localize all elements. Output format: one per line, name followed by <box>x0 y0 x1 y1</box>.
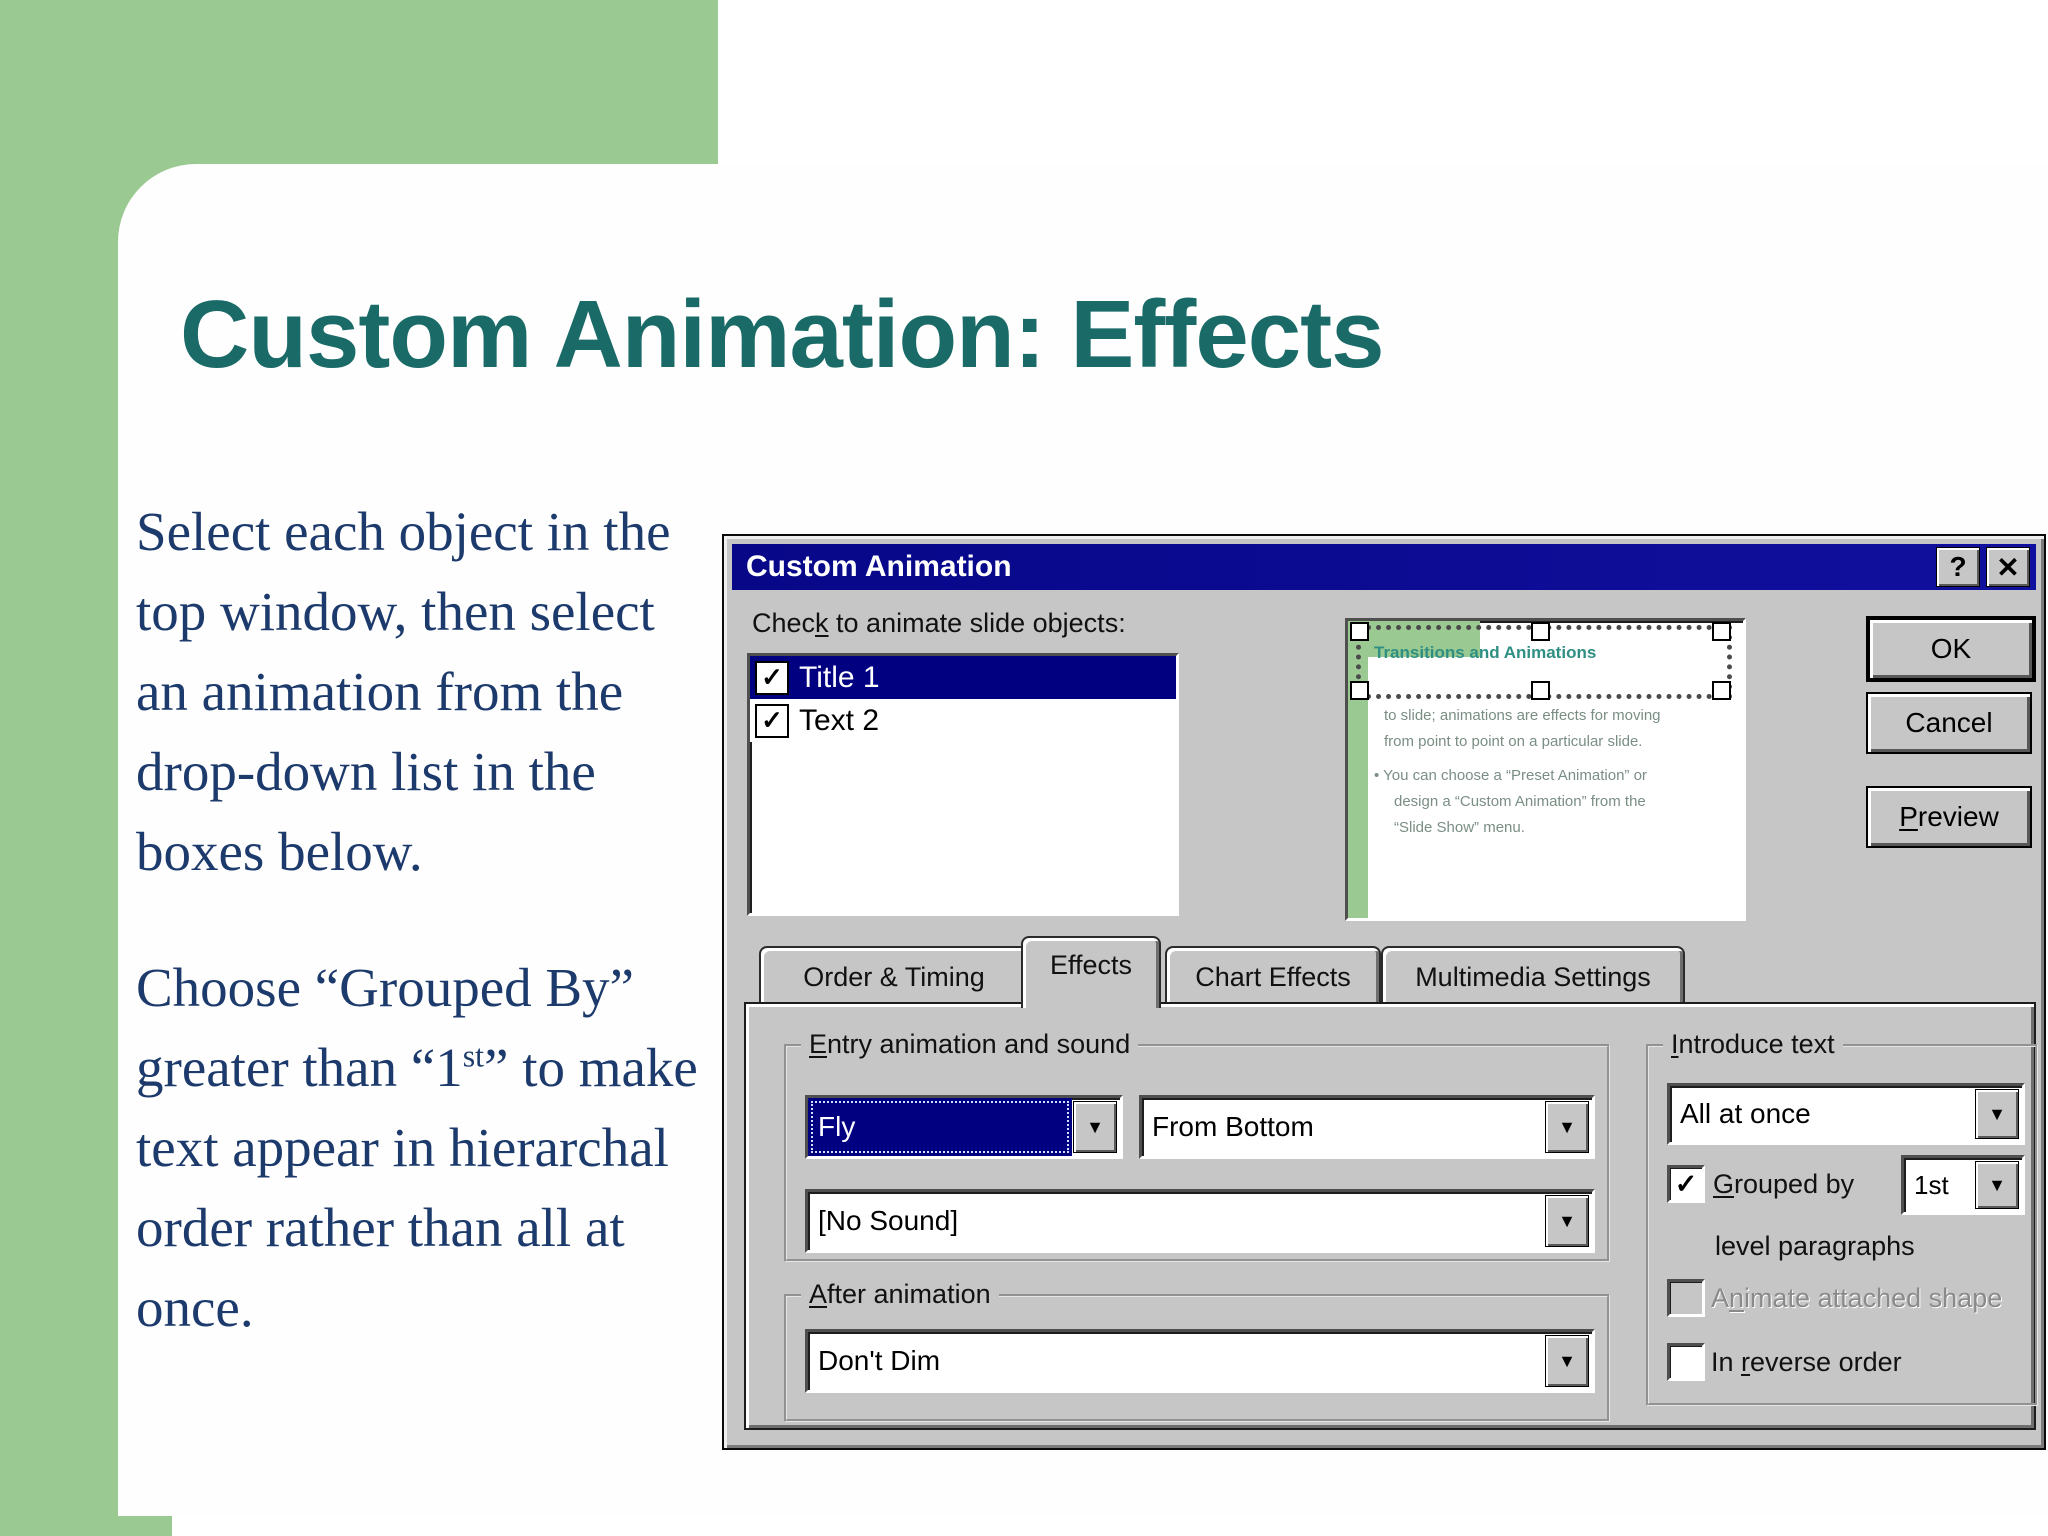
dropdown-arrow-icon[interactable] <box>1073 1101 1117 1153</box>
animate-mnemonic: n <box>1729 1283 1745 1313</box>
tab-multimedia-settings[interactable] <box>1381 946 1685 1006</box>
objects-label-mnemonic: k <box>815 608 829 638</box>
arrow-glyph: ▼ <box>1988 1103 2006 1124</box>
help-icon: ? <box>1949 551 1967 582</box>
ok-button[interactable] <box>1866 616 2036 682</box>
tab-order-and-timing[interactable] <box>759 946 1029 1006</box>
introduce-text-value: All at once <box>1680 1098 1811 1129</box>
grouped-by-label <box>1713 1169 1854 1200</box>
preview-mnemonic: P <box>1899 801 1918 832</box>
effects-tab-page <box>744 1002 2036 1430</box>
level-paragraphs-label: level paragraphs <box>1715 1231 1915 1261</box>
check-icon: ✓ <box>1674 1168 1698 1199</box>
entry-sound-select[interactable] <box>805 1189 1595 1253</box>
selection-handle[interactable] <box>1531 681 1550 700</box>
close-icon: ✕ <box>1996 551 2020 583</box>
list-item-text-2[interactable] <box>750 699 1176 742</box>
entry-direction-value: From Bottom <box>1152 1111 1314 1142</box>
arrow-glyph: ▼ <box>1558 1116 1576 1137</box>
after-animation-value: Don't Dim <box>818 1345 941 1376</box>
in-reverse-order-checkbox[interactable] <box>1667 1343 1705 1381</box>
paragraph2-superscript: st <box>462 1038 485 1074</box>
objects-label-text-end: to animate slide objects: <box>828 608 1126 638</box>
tab-label: Order & Timing <box>803 961 985 992</box>
selection-handle[interactable] <box>1531 622 1550 641</box>
animate-attached-shape-label <box>1711 1283 2002 1314</box>
slide-paragraph-2 <box>136 948 698 1348</box>
entry-effect-value: Fly <box>808 1098 1072 1156</box>
grouped-by-level-value: 1st <box>1914 1169 1949 1200</box>
thumbnail-slide-title: Transitions and Animations <box>1374 643 1597 662</box>
entry-animation-group-label <box>801 1029 1138 1060</box>
title-1-checkbox[interactable] <box>755 661 789 695</box>
dialog-titlebar[interactable] <box>732 544 2036 590</box>
thumbnail-body-line: “Slide Show” menu. <box>1394 819 1525 836</box>
slide-preview-thumbnail <box>1345 618 1746 921</box>
arrow-glyph: ▼ <box>1988 1174 2006 1195</box>
introduce-label-text: ntroduce text <box>1678 1029 1835 1059</box>
objects-label-text: Chec <box>752 608 816 638</box>
dropdown-arrow-icon[interactable] <box>1545 1335 1589 1387</box>
tab-chart-effects[interactable] <box>1165 946 1381 1006</box>
list-item-label: Text 2 <box>799 703 880 737</box>
slide-paragraph-1: Select each object in the top window, then select an animation from the drop-down list in the boxes below. <box>136 501 671 882</box>
list-item-label: Title 1 <box>799 660 880 694</box>
ok-label: OK <box>1930 633 1972 664</box>
dialog-title: Custom Animation <box>746 550 1012 583</box>
reverse-label-text: In <box>1711 1347 1742 1377</box>
animate-label-end: imate attached shape <box>1744 1283 2003 1313</box>
custom-animation-dialog <box>722 534 2046 1450</box>
dropdown-arrow-icon[interactable] <box>1975 1089 2019 1139</box>
entry-label-text: ntry animation and sound <box>827 1029 1131 1059</box>
thumbnail-body-line: • You can choose a “Preset Animation” or <box>1374 767 1647 784</box>
thumbnail-body-line: from point to point on a particular slide. <box>1384 733 1643 750</box>
cancel-label: Cancel <box>1905 707 1993 738</box>
entry-label-mnemonic: E <box>809 1029 828 1059</box>
grouped-by-mnemonic: G <box>1713 1169 1735 1199</box>
after-label-text: fter animation <box>827 1279 991 1309</box>
dropdown-arrow-icon[interactable] <box>1545 1101 1589 1153</box>
after-animation-group-label <box>801 1279 999 1310</box>
list-item-title-1[interactable] <box>750 656 1176 699</box>
selection-handle[interactable] <box>1712 681 1731 700</box>
thumbnail-body-line: to slide; animations are effects for moving <box>1384 707 1661 724</box>
grouped-by-checkbox[interactable] <box>1667 1165 1705 1203</box>
selection-handle[interactable] <box>1350 681 1369 700</box>
paragraph2-text-end: ” to make text appear in hierarchal order rather than all at once. <box>136 1037 698 1338</box>
after-animation-group <box>784 1279 1610 1422</box>
entry-sound-value: [No Sound] <box>818 1205 959 1236</box>
entry-effect-select[interactable] <box>805 1095 1123 1159</box>
reverse-mnemonic: r <box>1741 1347 1751 1377</box>
after-animation-select[interactable] <box>805 1329 1595 1393</box>
slide-body-text <box>136 492 698 1348</box>
reverse-label-end: everse order <box>1750 1347 1902 1377</box>
in-reverse-order-label <box>1711 1347 1902 1378</box>
introduce-text-group-label <box>1663 1029 1843 1060</box>
animate-label-text: A <box>1711 1283 1730 1313</box>
tab-effects[interactable] <box>1021 936 1161 1008</box>
tab-label: Multimedia Settings <box>1415 961 1651 992</box>
entry-direction-select[interactable] <box>1139 1095 1595 1159</box>
preview-label-end: review <box>1917 801 1999 832</box>
selection-handle[interactable] <box>1350 622 1369 641</box>
objects-list-label <box>752 608 1126 639</box>
paragraph2-text: Choose “Grouped By” greater than “1 <box>136 957 634 1098</box>
preview-label <box>1899 801 1999 833</box>
close-button[interactable] <box>1986 547 2030 587</box>
introduce-text-group <box>1646 1029 2038 1406</box>
check-icon: ✓ <box>761 662 783 692</box>
arrow-glyph: ▼ <box>1086 1116 1104 1137</box>
tab-label: Effects <box>1049 950 1133 980</box>
dropdown-arrow-icon[interactable] <box>1975 1161 2019 1209</box>
slide-title: Custom Animation: Effects <box>180 281 1384 388</box>
after-label-mnemonic: A <box>809 1279 828 1309</box>
grouped-by-level-select[interactable] <box>1901 1155 2025 1215</box>
thumbnail-body-line: design a “Custom Animation” from the <box>1394 793 1646 810</box>
help-button[interactable] <box>1936 547 1980 587</box>
grouped-by-text: rouped by <box>1734 1169 1855 1199</box>
arrow-glyph: ▼ <box>1558 1210 1576 1231</box>
check-icon: ✓ <box>761 705 783 735</box>
introduce-text-select[interactable] <box>1667 1083 2025 1145</box>
arrow-glyph: ▼ <box>1558 1350 1576 1371</box>
text-2-checkbox[interactable] <box>755 704 789 738</box>
entry-animation-group <box>784 1029 1610 1262</box>
preview-button[interactable] <box>1866 786 2032 848</box>
cancel-button[interactable] <box>1866 692 2032 754</box>
tab-label: Chart Effects <box>1195 961 1351 992</box>
selection-handle[interactable] <box>1712 622 1731 641</box>
dropdown-arrow-icon[interactable] <box>1545 1195 1589 1247</box>
introduce-label-mnemonic: I <box>1671 1029 1679 1059</box>
animate-attached-shape-checkbox <box>1667 1279 1705 1317</box>
slide-objects-list[interactable] <box>747 653 1179 916</box>
